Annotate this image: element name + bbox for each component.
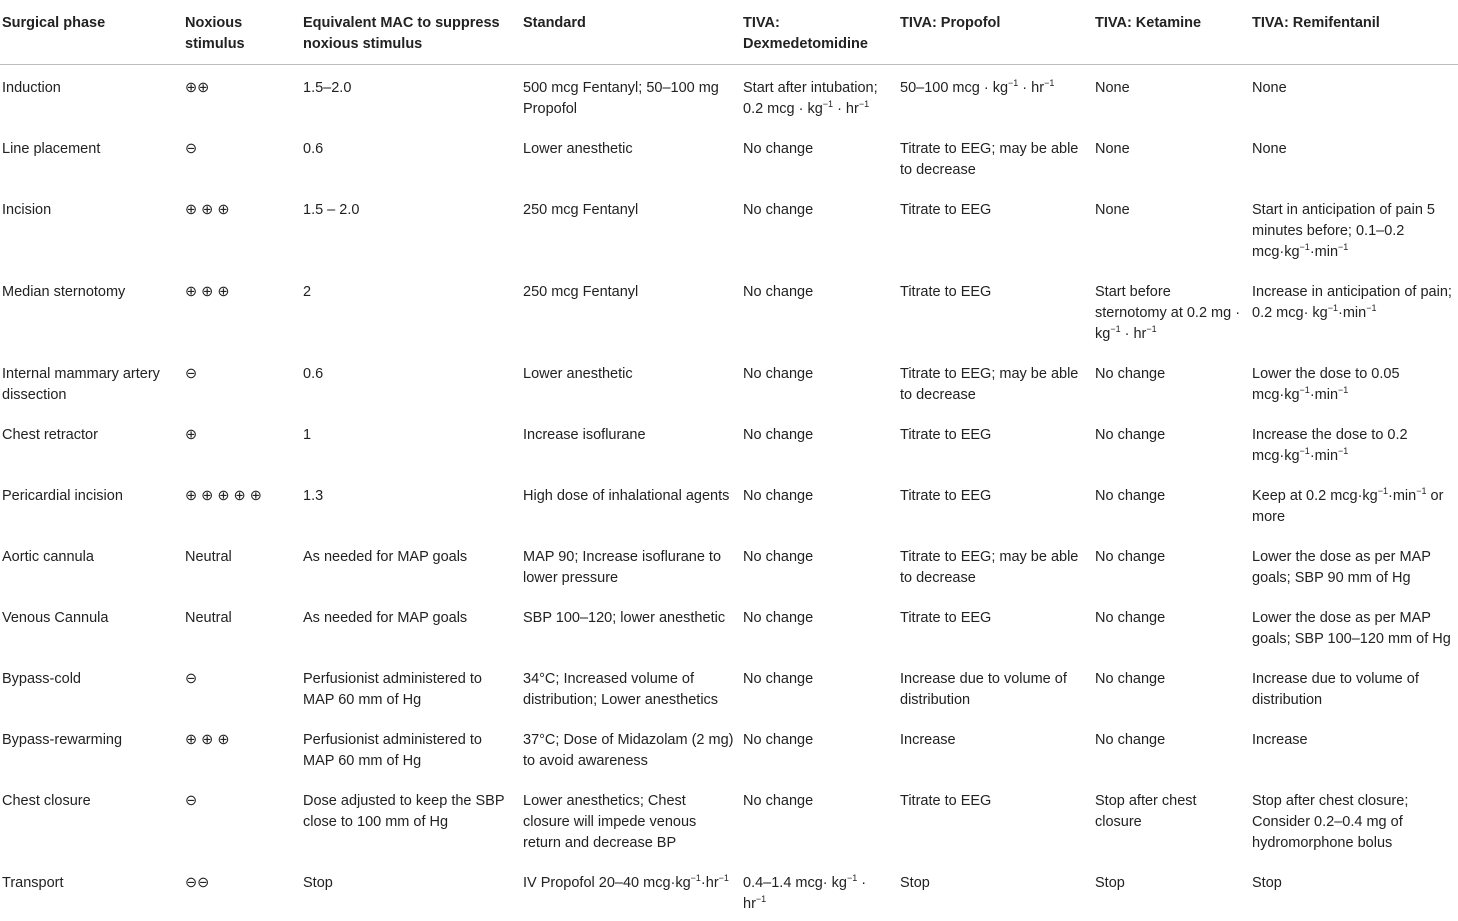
- cell-tiva-dexmedetomidine: No change: [741, 126, 898, 187]
- header-noxious-stimulus: Noxious stimulus: [183, 0, 301, 65]
- header-tiva-ketamine: TIVA: Ketamine: [1093, 0, 1250, 65]
- cell-equivalent-mac: 1.5 – 2.0: [301, 187, 521, 269]
- cell-equivalent-mac: 1.3: [301, 473, 521, 534]
- cell-tiva-dexmedetomidine: No change: [741, 412, 898, 473]
- cell-tiva-propofol: Titrate to EEG: [898, 778, 1093, 860]
- cell-tiva-dexmedetomidine: 0.4–1.4 $mcg\cdot kg^{-1} \cdot hr^{-1}$: [741, 860, 898, 921]
- table-row: [0, 717, 1458, 778]
- cell-tiva-remifentanil: Stop after chest closure; Consider 0.2–0.4 mg of hydromorphone bolus: [1250, 778, 1458, 860]
- cell-tiva-propofol: Titrate to EEG: [898, 412, 1093, 473]
- cell-equivalent-mac: Stop: [301, 860, 521, 921]
- cell-tiva-ketamine: Start before sternotomy at 0.2 mg · $kg^{-1} \cdot hr^{-1}$: [1093, 269, 1250, 351]
- cell-noxious-stimulus: ⊕ ⊕ ⊕: [183, 717, 301, 778]
- cell-tiva-ketamine: No change: [1093, 534, 1250, 595]
- header-standard: Standard: [521, 0, 741, 65]
- table-row: [0, 269, 1458, 351]
- cell-tiva-ketamine: None: [1093, 126, 1250, 187]
- cell-noxious-stimulus: ⊕⊕: [183, 65, 301, 127]
- header-row: [0, 0, 1458, 65]
- table-row: [0, 656, 1458, 717]
- cell-tiva-ketamine: None: [1093, 187, 1250, 269]
- cell-tiva-propofol: 50–100 mcg · $kg^{-1} \cdot hr^{-1}$: [898, 65, 1093, 127]
- cell-tiva-dexmedetomidine: No change: [741, 187, 898, 269]
- cell-standard: Lower anesthetic: [521, 126, 741, 187]
- cell-tiva-dexmedetomidine: No change: [741, 351, 898, 412]
- cell-tiva-remifentanil: None: [1250, 126, 1458, 187]
- cell-surgical-phase: Internal mammary artery dissection: [0, 351, 183, 412]
- table-row: [0, 187, 1458, 269]
- table-row: [0, 65, 1458, 127]
- cell-noxious-stimulus: ⊕ ⊕ ⊕: [183, 269, 301, 351]
- cell-tiva-propofol: Titrate to EEG; may be able to decrease: [898, 534, 1093, 595]
- cell-tiva-remifentanil: Start in anticipation of pain 5 minutes before; 0.1–0.2 $mcg\cdot kg^{-1}\cdot\min^{-1}$: [1250, 187, 1458, 269]
- cell-tiva-dexmedetomidine: No change: [741, 656, 898, 717]
- cell-standard: 250 mcg Fentanyl: [521, 187, 741, 269]
- table-row: [0, 534, 1458, 595]
- cell-noxious-stimulus: ⊖: [183, 778, 301, 860]
- cell-tiva-remifentanil: Increase: [1250, 717, 1458, 778]
- cell-noxious-stimulus: Neutral: [183, 534, 301, 595]
- cell-tiva-ketamine: No change: [1093, 473, 1250, 534]
- cell-equivalent-mac: Perfusionist administered to MAP 60 mm of Hg: [301, 656, 521, 717]
- cell-noxious-stimulus: ⊕ ⊕ ⊕ ⊕ ⊕: [183, 473, 301, 534]
- cell-equivalent-mac: 0.6: [301, 126, 521, 187]
- cell-tiva-ketamine: No change: [1093, 412, 1250, 473]
- cell-surgical-phase: Line placement: [0, 126, 183, 187]
- cell-tiva-dexmedetomidine: No change: [741, 778, 898, 860]
- cell-noxious-stimulus: ⊖: [183, 656, 301, 717]
- cell-tiva-remifentanil: Lower the dose as per MAP goals; SBP 100–120 mm of Hg: [1250, 595, 1458, 656]
- cell-tiva-remifentanil: Lower the dose as per MAP goals; SBP 90 mm of Hg: [1250, 534, 1458, 595]
- cell-tiva-propofol: Increase due to volume of distribution: [898, 656, 1093, 717]
- cell-equivalent-mac: 2: [301, 269, 521, 351]
- cell-tiva-remifentanil: Increase due to volume of distribution: [1250, 656, 1458, 717]
- cell-surgical-phase: Chest closure: [0, 778, 183, 860]
- cell-tiva-dexmedetomidine: No change: [741, 595, 898, 656]
- cell-tiva-ketamine: No change: [1093, 595, 1250, 656]
- cell-tiva-propofol: Titrate to EEG; may be able to decrease: [898, 351, 1093, 412]
- cell-tiva-remifentanil: Keep at 0.2 $mcg\cdot kg^{-1}\cdot\min^{-1}$ or more: [1250, 473, 1458, 534]
- header-tiva-dexmedetomidine: TIVA: Dexmedetomidine: [741, 0, 898, 65]
- header-tiva-propofol: TIVA: Propofol: [898, 0, 1093, 65]
- cell-tiva-ketamine: Stop after chest closure: [1093, 778, 1250, 860]
- table-body: [0, 65, 1458, 921]
- cell-equivalent-mac: Perfusionist administered to MAP 60 mm of Hg: [301, 717, 521, 778]
- header-surgical-phase: Surgical phase: [0, 0, 183, 65]
- table-header: [0, 0, 1458, 65]
- cell-noxious-stimulus: ⊕ ⊕ ⊕: [183, 187, 301, 269]
- cell-standard: IV Propofol 20–40 $mcg\cdot kg^{-1}\cdot hr^{-1}$: [521, 860, 741, 921]
- table-row: [0, 595, 1458, 656]
- cell-tiva-propofol: Titrate to EEG: [898, 187, 1093, 269]
- cell-tiva-propofol: Stop: [898, 860, 1093, 921]
- cell-surgical-phase: Aortic cannula: [0, 534, 183, 595]
- table-row: [0, 778, 1458, 860]
- cell-equivalent-mac: 0.6: [301, 351, 521, 412]
- cell-tiva-propofol: Titrate to EEG: [898, 269, 1093, 351]
- cell-tiva-ketamine: No change: [1093, 717, 1250, 778]
- cell-noxious-stimulus: ⊖: [183, 351, 301, 412]
- cell-tiva-dexmedetomidine: No change: [741, 534, 898, 595]
- cell-tiva-dexmedetomidine: No change: [741, 717, 898, 778]
- cell-tiva-propofol: Titrate to EEG: [898, 473, 1093, 534]
- table-row: [0, 412, 1458, 473]
- cell-equivalent-mac: As needed for MAP goals: [301, 534, 521, 595]
- cell-standard: 500 mcg Fentanyl; 50–100 mg Propofol: [521, 65, 741, 127]
- table-row: [0, 351, 1458, 412]
- cell-surgical-phase: Venous Cannula: [0, 595, 183, 656]
- cell-standard: 37°C; Dose of Midazolam (2 mg) to avoid awareness: [521, 717, 741, 778]
- cell-surgical-phase: Transport: [0, 860, 183, 921]
- cell-equivalent-mac: Dose adjusted to keep the SBP close to 100 mm of Hg: [301, 778, 521, 860]
- cell-noxious-stimulus: Neutral: [183, 595, 301, 656]
- cell-surgical-phase: Bypass-rewarming: [0, 717, 183, 778]
- cell-standard: High dose of inhalational agents: [521, 473, 741, 534]
- cell-noxious-stimulus: ⊖: [183, 126, 301, 187]
- cell-standard: 250 mcg Fentanyl: [521, 269, 741, 351]
- cell-tiva-ketamine: Stop: [1093, 860, 1250, 921]
- table-row: [0, 473, 1458, 534]
- cell-standard: Increase isoflurane: [521, 412, 741, 473]
- table-row: [0, 860, 1458, 921]
- cell-equivalent-mac: 1: [301, 412, 521, 473]
- cell-equivalent-mac: As needed for MAP goals: [301, 595, 521, 656]
- cell-surgical-phase: Chest retractor: [0, 412, 183, 473]
- cell-tiva-remifentanil: Increase in anticipation of pain; 0.2 $mcg\cdot kg^{-1}\cdot\min^{-1}$: [1250, 269, 1458, 351]
- cell-tiva-propofol: Titrate to EEG; may be able to decrease: [898, 126, 1093, 187]
- cell-surgical-phase: Median sternotomy: [0, 269, 183, 351]
- cell-tiva-propofol: Increase: [898, 717, 1093, 778]
- cell-surgical-phase: Pericardial incision: [0, 473, 183, 534]
- cell-surgical-phase: Bypass-cold: [0, 656, 183, 717]
- cell-standard: SBP 100–120; lower anesthetic: [521, 595, 741, 656]
- table-row: [0, 126, 1458, 187]
- cell-noxious-stimulus: ⊖⊖: [183, 860, 301, 921]
- header-tiva-remifentanil: TIVA: Remifentanil: [1250, 0, 1458, 65]
- cell-noxious-stimulus: ⊕: [183, 412, 301, 473]
- cell-tiva-ketamine: No change: [1093, 351, 1250, 412]
- header-equivalent-mac: Equivalent MAC to suppress noxious stimulus: [301, 0, 521, 65]
- cell-tiva-remifentanil: None: [1250, 65, 1458, 127]
- cell-surgical-phase: Incision: [0, 187, 183, 269]
- cell-tiva-ketamine: No change: [1093, 656, 1250, 717]
- cell-tiva-dexmedetomidine: No change: [741, 269, 898, 351]
- cell-tiva-propofol: Titrate to EEG: [898, 595, 1093, 656]
- cell-tiva-ketamine: None: [1093, 65, 1250, 127]
- cell-standard: MAP 90; Increase isoflurane to lower pressure: [521, 534, 741, 595]
- cell-standard: 34°C; Increased volume of distribution; Lower anesthetics: [521, 656, 741, 717]
- cell-tiva-remifentanil: Lower the dose to 0.05 $mcg\cdot kg^{-1}\cdot\min^{-1}$: [1250, 351, 1458, 412]
- cell-tiva-dexmedetomidine: Start after intubation; 0.2 mcg · $kg^{-1} \cdot hr^{-1}$: [741, 65, 898, 127]
- cell-standard: Lower anesthetic: [521, 351, 741, 412]
- cell-standard: Lower anesthetics; Chest closure will impede venous return and decrease BP: [521, 778, 741, 860]
- cell-tiva-dexmedetomidine: No change: [741, 473, 898, 534]
- cell-tiva-remifentanil: Increase the dose to 0.2 $mcg\cdot kg^{-1}\cdot\min^{-1}$: [1250, 412, 1458, 473]
- cell-tiva-remifentanil: Stop: [1250, 860, 1458, 921]
- cell-surgical-phase: Induction: [0, 65, 183, 127]
- cell-equivalent-mac: 1.5–2.0: [301, 65, 521, 127]
